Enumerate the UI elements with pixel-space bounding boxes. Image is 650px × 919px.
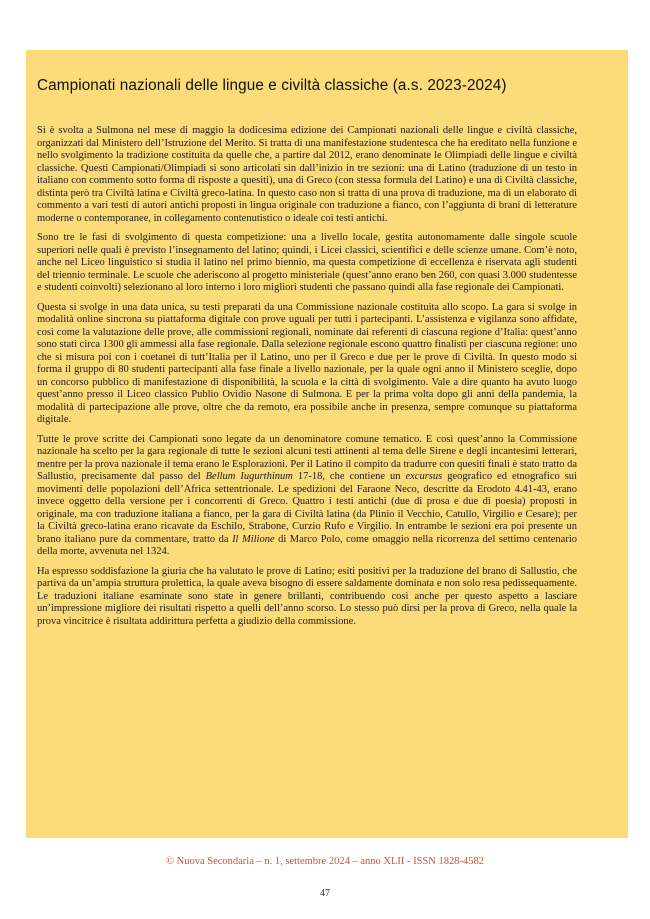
paragraph [37,125,577,225]
italic-text: Il Milione [232,533,275,545]
footer-citation: © Nuova Secondaria – n. 1, settembre 2024 – anno XLII - ISSN 1828-4582 [166,856,484,867]
page-number: 47 [320,888,330,899]
paragraph-text: Sono tre le fasi di svolgimento di questa competizione: una a livello locale, gestita autonomamente dalle singole scuole superiori nelle quali è previsto l’insegnamento del latino; quindi, i Licei classici, scientifici e delle scienze umane. Com’è noto, anche nel Liceo linguistico si studia il latino nel primo biennio, ma questa competizione di eccellenza è riservata agli studenti del triennio terminale. Le scuole che aderiscono al progetto ministeriale (quest’anno erano ben 260, con quasi 3.000 studentesse e studenti coinvolti) selezionano al loro interno i loro migliori studenti che passano quindi alla fase regionale dei Campionati. [37,232,577,293]
article-body [37,125,577,635]
paragraph-text: 17-18, che contiene un [292,471,406,482]
paragraph [37,302,577,427]
paragraph [37,566,577,629]
italic-text: Bellum Iugurthinum [205,471,293,482]
paragraph-text: geografico ed etnografico sui movimenti delle popolazioni dell’Africa settentrionale. Le spedizioni del Faraone Neco, descritte da Erodoto 4.41-43, erano invece oggetto della versione per i concorrenti di Greco. Quattro i testi antichi (due di prosa e due di poesia) proposti in originale, ma con traduzione italiana a fianco, per la gara di Civiltà latina (da Plinio il Vecchio, Catullo, Virgilio e Cesare); per la Civiltà greco-latina erano ricavate da Eschilo, Strabone, Curzio Rufo e Virgilio. In entrambe le sezioni era poi presente un brano italiano pure da commentare, tratto da [37,471,577,545]
paragraph [37,232,577,295]
paragraph-text: Tutte le prove scritte dei Campionati sono legate da un denominatore comune tematico. E così quest’anno la Commissione nazionale ha scelto per la gara regionale di tutte le sezioni alcuni testi attinenti al tema delle Sirene e degli incantesimi letterari, mentre per la prova nazionale il tema erano le Esplorazioni. Per il Latino il compito da tradurre con quesiti finali è stato tratto da Sallustio, precisamente dal passo del [37,433,577,482]
paragraph-text: Ha espresso soddisfazione la giuria che ha valutato le prove di Latino; esiti positivi per la traduzione del brano di Sallustio, che partiva da un’ampia struttura prolettica, la quale aveva bisogno di essere saldamente dominata e non solo resa pedissequamente. Le traduzioni italiane esaminate sono state in genere brillanti, contribuendo così anche per questo aspetto a lasciare un’impressione migliore dei risultati rispetto a quelli dell’anno scorso. Lo stesso può dirsi per la prova di Greco, nella quale la prova vincitrice è risultata addirittura perfetta a giudizio della commissione. [37,565,577,627]
paragraph-text: di Marco Polo, come omaggio nella ricorrenza del settimo centenario della morte, avvenuta nel 1324. [37,533,577,557]
italic-text: excursus [405,471,443,482]
article-title: Campionati nazionali delle lingue e civiltà classiche (a.s. 2023-2024) [37,77,507,94]
paragraph-text: Questa si svolge in una data unica, su testi preparati da una Commissione nazionale costituita allo scopo. La gara si svolge in modalità online sincrona su piattaforma digitale con prove uguali per tutti i partecipanti. L’assistenza e vigilanza sono affidate, così come la valutazione delle prove, alle commissioni regionali, nominate dai referenti di ciascuna regione d’Italia: quest’anno sono stati circa 1300 gli ammessi alla fase regionale. Dalla selezione regionale escono quattro finalisti per ciascuna regione: uno che si misura poi con i coetanei di tutt’Italia per il Latino, uno per il Greco e due per le prove di Civiltà. In questo modo si forma il gruppo di 80 studenti partecipanti alla fase finale a livello nazionale, per la quale ogni anno il Ministero sceglie, dopo un concorso pubblico di manifestazione di disponibilità, la scuola e la città di svolgimento. Vale a dire quanto ha avuto luogo quest’anno presso il Liceo classico Publio Ovidio Nasone di Sulmona. E per la prima volta dopo gli anni della pandemia, la modalità di partecipazione alle prove, oltre che da remoto, era possibile anche in presenza, sempre comunque su piattaforma digitale. [37,301,577,425]
paragraph-text: Si è svolta a Sulmona nel mese di maggio la dodicesima edizione dei Campionati nazionali delle lingue e civiltà classiche, organizzati dal Ministero dell’Istruzione del Merito. Si tratta di una manifestazione studentesca che ha ereditato nella funzione e nello svolgimento la tradizione costituita da quelle che, a partire dal 2012, erano denominate le Olimpiadi delle lingue e civiltà classiche. Questi Campionati/Olimpiadi si sono articolati sin dall’inizio in tre sezioni: una di Latino (traduzione di un testo in italiano con commento sotto forma di risposte a quesiti), una di Greco (con stessa formula del Latino) e una di Civiltà classiche, distinta però tra Civiltà latina e Civiltà greco-latina. In questo caso non si tratta di una prova di traduzione, ma di un elaborato di commento a vari testi di autori antichi proposti in lingua originale con traduzione a fianco, con l’aggiunta di brani di letterature moderne o contemporanee, in collegamento contenutistico o ideale coi testi antichi. [37,125,577,224]
paragraph [37,434,577,559]
